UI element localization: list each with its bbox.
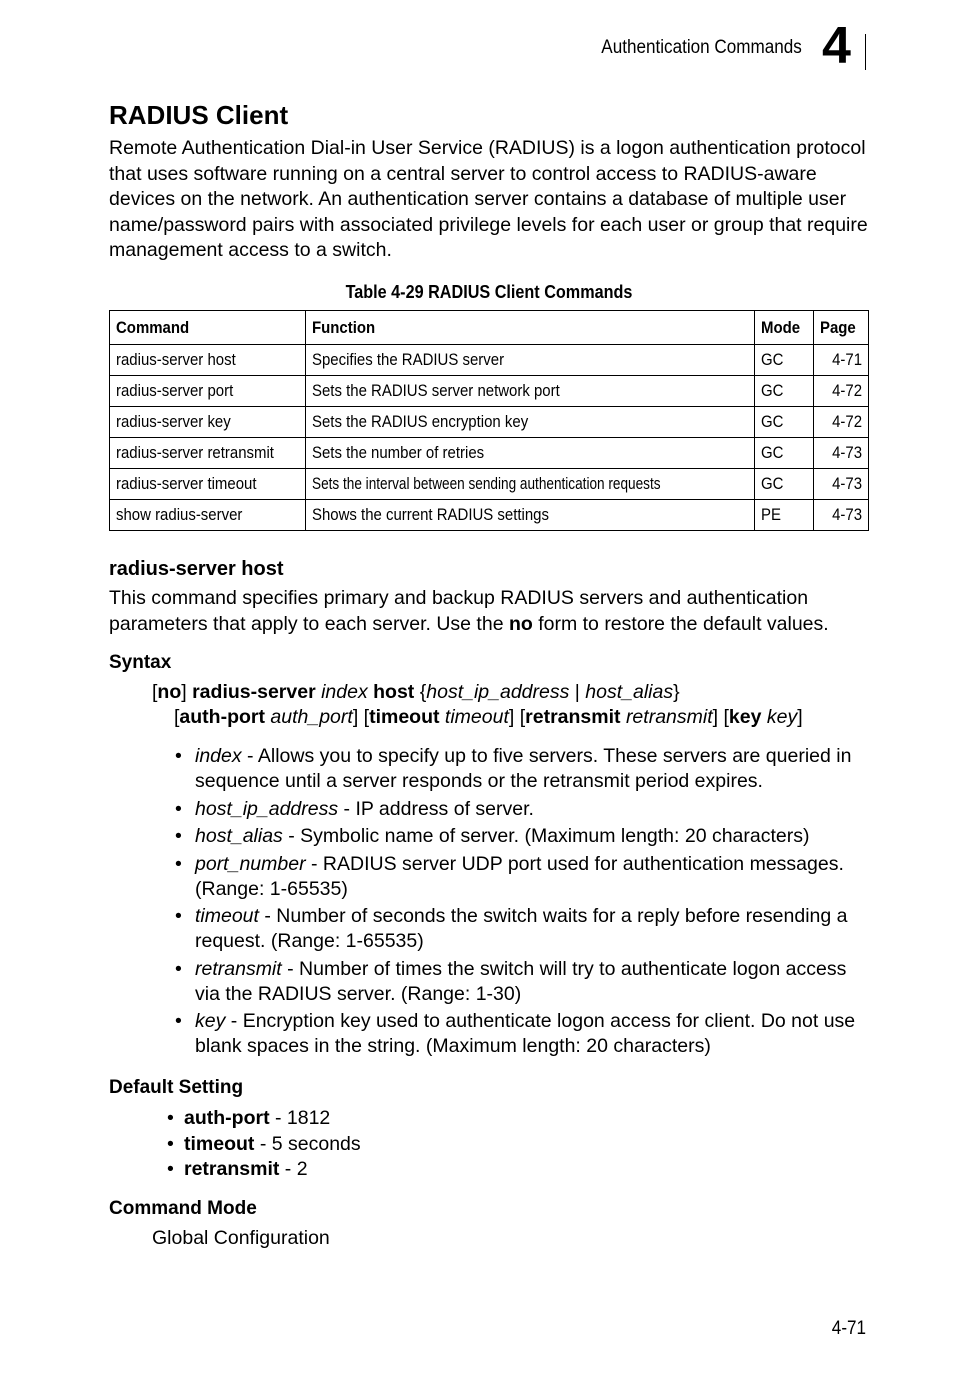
list-item: • timeout - 5 seconds (165, 1132, 665, 1158)
cell-mode: GC (754, 407, 813, 438)
table-row (110, 500, 869, 531)
cell-page: 4-73 (813, 469, 868, 500)
parameter-list (173, 744, 873, 1062)
command-mode-heading: Command Mode (109, 1198, 257, 1219)
cell-function: Shows the current RADIUS settings (306, 500, 755, 531)
cell-page: 4-73 (813, 500, 868, 531)
cell-function: Specifies the RADIUS server (306, 345, 755, 376)
cell-mode: GC (754, 469, 813, 500)
column-header-mode: Mode (754, 311, 813, 345)
cell-function: Sets the RADIUS server network port (306, 376, 755, 407)
column-header-page: Page (813, 311, 868, 345)
chapter-number: 4 (822, 17, 851, 75)
cell-page: 4-73 (813, 438, 868, 469)
section-title: RADIUS Client (109, 100, 289, 130)
list-item: • key - Encryption key used to authenticate logon access for client. Do not use blank spaces in the string. (Maximum length: 20 characters) (173, 1009, 873, 1059)
list-item: • auth-port - 1812 (165, 1106, 665, 1132)
cell-mode: GC (754, 438, 813, 469)
list-item: • host_ip_address - IP address of server. (173, 797, 873, 822)
list-item: • retransmit - Number of times the switch will try to authenticate logon access via the RADIUS server. (Range: 1-30) (173, 957, 873, 1007)
cell-page: 4-71 (813, 345, 868, 376)
table-row (110, 407, 869, 438)
cell-command: show radius-server (110, 500, 306, 531)
list-item: • retransmit - 2 (165, 1157, 665, 1183)
intro-paragraph: Remote Authentication Dial-in User Service (RADIUS) is a logon authentication protocol that uses software running on a central server to control access to RADIUS-aware devices on the network. An authentication server contains a database of multiple user name/password pairs with associated privilege levels for each user or group that require management access to a switch. (109, 137, 868, 261)
table-header-row (110, 311, 869, 345)
cell-command: radius-server retransmit (110, 438, 306, 469)
table-row (110, 345, 869, 376)
cell-command: radius-server port (110, 376, 306, 407)
command-title: radius-server host (109, 558, 284, 580)
list-item: • host_alias - Symbolic name of server. (Maximum length: 20 characters) (173, 824, 873, 849)
cell-page: 4-72 (813, 407, 868, 438)
cell-command: radius-server key (110, 407, 306, 438)
cell-mode: PE (754, 500, 813, 531)
column-header-function: Function (306, 311, 755, 345)
running-header: Authentication Commands (601, 37, 802, 58)
cell-function: Sets the interval between sending authentication requests (306, 469, 755, 500)
table-row (110, 438, 869, 469)
column-header-command: Command (110, 311, 306, 345)
table-row (110, 469, 869, 500)
commands-table (109, 310, 869, 531)
command-description: This command specifies primary and backup RADIUS servers and authentication parameters that apply to each server. Use the no form to restore the default values. (109, 587, 829, 635)
cell-command: radius-server host (110, 345, 306, 376)
cell-function: Sets the RADIUS encryption key (306, 407, 755, 438)
syntax-line: [no] radius-server index host {host_ip_address | host_alias} (152, 681, 680, 703)
syntax-line: [auth-port auth_port] [timeout timeout] [retransmit retransmit] [key key] (174, 706, 803, 728)
cell-page: 4-72 (813, 376, 868, 407)
page-number: 4-71 (831, 1318, 866, 1339)
cell-command: radius-server timeout (110, 469, 306, 500)
list-item: • timeout - Number of seconds the switch waits for a reply before resending a request. (Range: 1-65535) (173, 904, 873, 954)
cell-function: Sets the number of retries (306, 438, 755, 469)
chapter-divider (865, 34, 866, 70)
table-row (110, 376, 869, 407)
list-item: • port_number - RADIUS server UDP port used for authentication messages. (Range: 1-65535) (173, 852, 873, 902)
default-list (165, 1106, 665, 1183)
cell-mode: GC (754, 376, 813, 407)
syntax-heading: Syntax (109, 652, 172, 673)
list-item: • index - Allows you to specify up to five servers. These servers are queried in sequence until a server responds or the retransmit period expires. (173, 744, 873, 794)
table-caption: Table 4-29 RADIUS Client Commands (345, 282, 633, 302)
command-mode-value: Global Configuration (152, 1227, 330, 1249)
default-setting-heading: Default Setting (109, 1077, 244, 1098)
cell-mode: GC (754, 345, 813, 376)
